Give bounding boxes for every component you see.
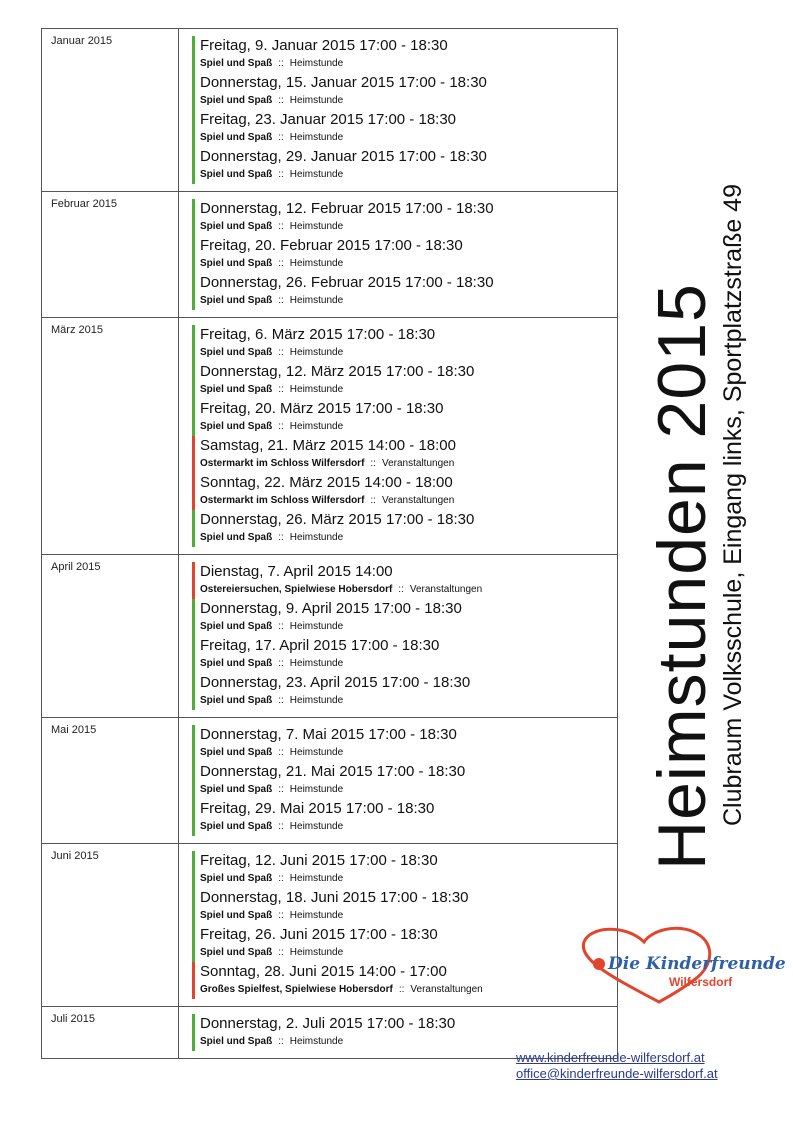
event-category: Heimstunde xyxy=(289,695,344,706)
event-category: Veranstaltungen xyxy=(381,495,455,506)
event-category: Heimstunde xyxy=(289,532,344,543)
month-row xyxy=(42,844,618,1007)
event-separator: :: xyxy=(278,695,284,706)
event-details xyxy=(200,292,617,310)
event-item xyxy=(192,399,617,436)
event-separator: :: xyxy=(278,384,284,395)
event-separator: :: xyxy=(278,58,284,69)
event-details xyxy=(200,166,617,184)
event-details xyxy=(200,1033,617,1051)
event-datetime: Freitag, 20. März 2015 17:00 - 18:30 xyxy=(200,400,444,417)
event-item xyxy=(192,599,617,636)
event-separator: :: xyxy=(278,258,284,269)
event-item xyxy=(192,273,617,310)
event-category: Veranstaltungen xyxy=(381,458,455,469)
event-details xyxy=(200,944,617,962)
event-details xyxy=(200,55,617,73)
event-name: Spiel und Spaß xyxy=(200,295,273,306)
event-name: Spiel und Spaß xyxy=(200,347,273,358)
event-datetime: Donnerstag, 9. April 2015 17:00 - 18:30 xyxy=(200,600,462,617)
month-events xyxy=(179,718,618,844)
event-details xyxy=(200,781,617,799)
event-name: Spiel und Spaß xyxy=(200,873,273,884)
event-name: Spiel und Spaß xyxy=(200,658,273,669)
event-category: Heimstunde xyxy=(289,747,344,758)
page-title: Heimstunden 2015 xyxy=(644,283,720,870)
event-datetime: Donnerstag, 29. Januar 2015 17:00 - 18:30 xyxy=(200,148,487,165)
event-details xyxy=(200,92,617,110)
event-category: Heimstunde xyxy=(289,384,344,395)
event-datetime: Donnerstag, 12. Februar 2015 17:00 - 18:30 xyxy=(200,200,494,217)
event-item xyxy=(192,925,617,962)
kinderfreunde-logo xyxy=(574,926,786,1006)
event-details xyxy=(200,744,617,762)
event-name: Spiel und Spaß xyxy=(200,621,273,632)
event-separator: :: xyxy=(398,984,405,995)
event-separator: :: xyxy=(278,295,284,306)
event-datetime: Freitag, 23. Januar 2015 17:00 - 18:30 xyxy=(200,111,457,128)
event-category: Heimstunde xyxy=(289,95,344,106)
event-details xyxy=(200,492,617,510)
event-item xyxy=(192,199,617,236)
event-name: Spiel und Spaß xyxy=(200,384,273,395)
event-category: Heimstunde xyxy=(289,821,344,832)
event-name: Spiel und Spaß xyxy=(200,95,273,106)
event-datetime: Dienstag, 7. April 2015 14:00 xyxy=(200,563,393,580)
event-separator: :: xyxy=(370,495,376,506)
month-label: Mai 2015 xyxy=(42,718,179,844)
event-datetime: Samstag, 21. März 2015 14:00 - 18:00 xyxy=(200,437,456,454)
month-label: Juni 2015 xyxy=(42,844,179,1007)
event-name: Ostermarkt im Schloss Wilfersdorf xyxy=(200,458,365,469)
logo-location-text: Wilfersdorf xyxy=(669,975,733,989)
event-separator: :: xyxy=(278,747,284,758)
event-details xyxy=(200,418,617,436)
event-category: Heimstunde xyxy=(289,658,344,669)
event-name: Ostereiersuchen, Spielwiese Hobersdorf xyxy=(200,584,393,595)
event-details xyxy=(200,818,617,836)
event-separator: :: xyxy=(278,873,284,884)
event-category: Veranstaltungen xyxy=(409,584,483,595)
event-item xyxy=(192,436,617,473)
event-item xyxy=(192,851,617,888)
event-separator: :: xyxy=(278,347,284,358)
event-datetime: Donnerstag, 23. April 2015 17:00 - 18:30 xyxy=(200,674,471,691)
event-item xyxy=(192,962,617,999)
event-category: Heimstunde xyxy=(289,58,344,69)
event-separator: :: xyxy=(278,1036,284,1047)
event-category: Heimstunde xyxy=(289,132,344,143)
month-label: Juli 2015 xyxy=(42,1007,179,1059)
event-details xyxy=(200,692,617,710)
event-name: Spiel und Spaß xyxy=(200,58,273,69)
event-item xyxy=(192,325,617,362)
event-separator: :: xyxy=(278,221,284,232)
event-separator: :: xyxy=(398,584,404,595)
event-name: Spiel und Spaß xyxy=(200,169,273,180)
event-datetime: Freitag, 26. Juni 2015 17:00 - 18:30 xyxy=(200,926,438,943)
event-datetime: Freitag, 9. Januar 2015 17:00 - 18:30 xyxy=(200,37,448,54)
event-datetime: Donnerstag, 26. März 2015 17:00 - 18:30 xyxy=(200,511,475,528)
event-details xyxy=(200,455,617,473)
event-item xyxy=(192,73,617,110)
month-row xyxy=(42,318,618,555)
event-datetime: Donnerstag, 26. Februar 2015 17:00 - 18:30 xyxy=(200,274,494,291)
event-datetime: Freitag, 12. Juni 2015 17:00 - 18:30 xyxy=(200,852,438,869)
event-category: Heimstunde xyxy=(289,258,344,269)
event-details xyxy=(200,618,617,636)
event-separator: :: xyxy=(278,658,284,669)
event-item xyxy=(192,147,617,184)
event-category: Veranstaltungen xyxy=(410,984,483,995)
event-datetime: Freitag, 29. Mai 2015 17:00 - 18:30 xyxy=(200,800,435,817)
event-item xyxy=(192,636,617,673)
event-category: Heimstunde xyxy=(289,295,344,306)
event-details xyxy=(200,255,617,273)
month-label: Februar 2015 xyxy=(42,192,179,318)
event-name: Spiel und Spaß xyxy=(200,1036,273,1047)
event-name: Spiel und Spaß xyxy=(200,947,273,958)
event-name: Spiel und Spaß xyxy=(200,132,273,143)
event-name: Spiel und Spaß xyxy=(200,258,273,269)
event-category: Heimstunde xyxy=(289,421,344,432)
event-details xyxy=(200,218,617,236)
event-datetime: Sonntag, 22. März 2015 14:00 - 18:00 xyxy=(200,474,453,491)
event-details xyxy=(200,344,617,362)
contact-links xyxy=(516,1050,718,1082)
event-item xyxy=(192,236,617,273)
month-events xyxy=(179,318,618,555)
website-link[interactable]: www.kinderfreunde-wilfersdorf.at xyxy=(516,1050,705,1065)
event-details xyxy=(200,907,617,925)
event-separator: :: xyxy=(278,421,284,432)
month-events xyxy=(179,555,618,718)
event-name: Spiel und Spaß xyxy=(200,221,273,232)
event-separator: :: xyxy=(278,910,284,921)
event-category: Heimstunde xyxy=(289,347,344,358)
event-category: Heimstunde xyxy=(289,169,344,180)
event-item xyxy=(192,36,617,73)
event-item xyxy=(192,110,617,147)
event-name: Spiel und Spaß xyxy=(200,784,273,795)
event-item xyxy=(192,762,617,799)
month-events xyxy=(179,192,618,318)
event-datetime: Donnerstag, 2. Juli 2015 17:00 - 18:30 xyxy=(200,1015,456,1032)
event-category: Heimstunde xyxy=(289,910,344,921)
month-events xyxy=(179,29,618,192)
event-item xyxy=(192,725,617,762)
event-item xyxy=(192,888,617,925)
event-details xyxy=(200,129,617,147)
event-name: Spiel und Spaß xyxy=(200,747,273,758)
event-name: Spiel und Spaß xyxy=(200,821,273,832)
event-separator: :: xyxy=(370,458,376,469)
event-item xyxy=(192,799,617,836)
event-datetime: Freitag, 17. April 2015 17:00 - 18:30 xyxy=(200,637,440,654)
event-category: Heimstunde xyxy=(289,873,344,884)
event-separator: :: xyxy=(278,947,284,958)
event-datetime: Donnerstag, 12. März 2015 17:00 - 18:30 xyxy=(200,363,475,380)
event-separator: :: xyxy=(278,169,284,180)
event-datetime: Donnerstag, 15. Januar 2015 17:00 - 18:30 xyxy=(200,74,487,91)
event-name: Spiel und Spaß xyxy=(200,421,273,432)
event-datetime: Sonntag, 28. Juni 2015 14:00 - 17:00 xyxy=(200,963,447,980)
event-separator: :: xyxy=(278,532,284,543)
event-datetime: Donnerstag, 7. Mai 2015 17:00 - 18:30 xyxy=(200,726,457,743)
email-link[interactable]: office@kinderfreunde-wilfersdorf.at xyxy=(516,1066,718,1081)
month-label: Januar 2015 xyxy=(42,29,179,192)
event-item xyxy=(192,562,617,599)
event-category: Heimstunde xyxy=(289,1036,344,1047)
event-name: Spiel und Spaß xyxy=(200,695,273,706)
event-details xyxy=(200,655,617,673)
event-datetime: Donnerstag, 21. Mai 2015 17:00 - 18:30 xyxy=(200,763,466,780)
logo-brand-text: Die Kinderfreunde xyxy=(608,954,786,974)
month-row xyxy=(42,718,618,844)
event-name: Spiel und Spaß xyxy=(200,532,273,543)
event-separator: :: xyxy=(278,784,284,795)
month-events xyxy=(179,844,618,1007)
event-separator: :: xyxy=(278,621,284,632)
schedule-body xyxy=(42,29,618,1059)
event-separator: :: xyxy=(278,132,284,143)
month-row xyxy=(42,555,618,718)
event-datetime: Donnerstag, 18. Juni 2015 17:00 - 18:30 xyxy=(200,889,469,906)
event-category: Heimstunde xyxy=(289,221,344,232)
event-details xyxy=(200,529,617,547)
event-category: Heimstunde xyxy=(289,947,344,958)
month-label: April 2015 xyxy=(42,555,179,718)
event-category: Heimstunde xyxy=(289,784,344,795)
event-name: Großes Spielfest, Spielwiese Hobersdorf xyxy=(200,984,393,995)
event-details xyxy=(200,581,617,599)
event-separator: :: xyxy=(278,95,284,106)
event-name: Ostermarkt im Schloss Wilfersdorf xyxy=(200,495,365,506)
small-heart-badge-icon xyxy=(593,958,605,970)
event-item xyxy=(192,1014,617,1051)
event-item xyxy=(192,673,617,710)
month-label: März 2015 xyxy=(42,318,179,555)
location-subtitle: Clubraum Volksschule, Eingang links, Sportplatzstraße 49 xyxy=(719,184,747,826)
event-details xyxy=(200,381,617,399)
event-item xyxy=(192,473,617,510)
event-item xyxy=(192,510,617,547)
schedule-table xyxy=(41,28,618,1059)
event-datetime: Freitag, 6. März 2015 17:00 - 18:30 xyxy=(200,326,436,343)
month-row xyxy=(42,192,618,318)
event-item xyxy=(192,362,617,399)
event-category: Heimstunde xyxy=(289,621,344,632)
event-separator: :: xyxy=(278,821,284,832)
event-details xyxy=(200,870,617,888)
event-name: Spiel und Spaß xyxy=(200,910,273,921)
event-datetime: Freitag, 20. Februar 2015 17:00 - 18:30 xyxy=(200,237,463,254)
month-row xyxy=(42,29,618,192)
event-details xyxy=(200,981,617,999)
